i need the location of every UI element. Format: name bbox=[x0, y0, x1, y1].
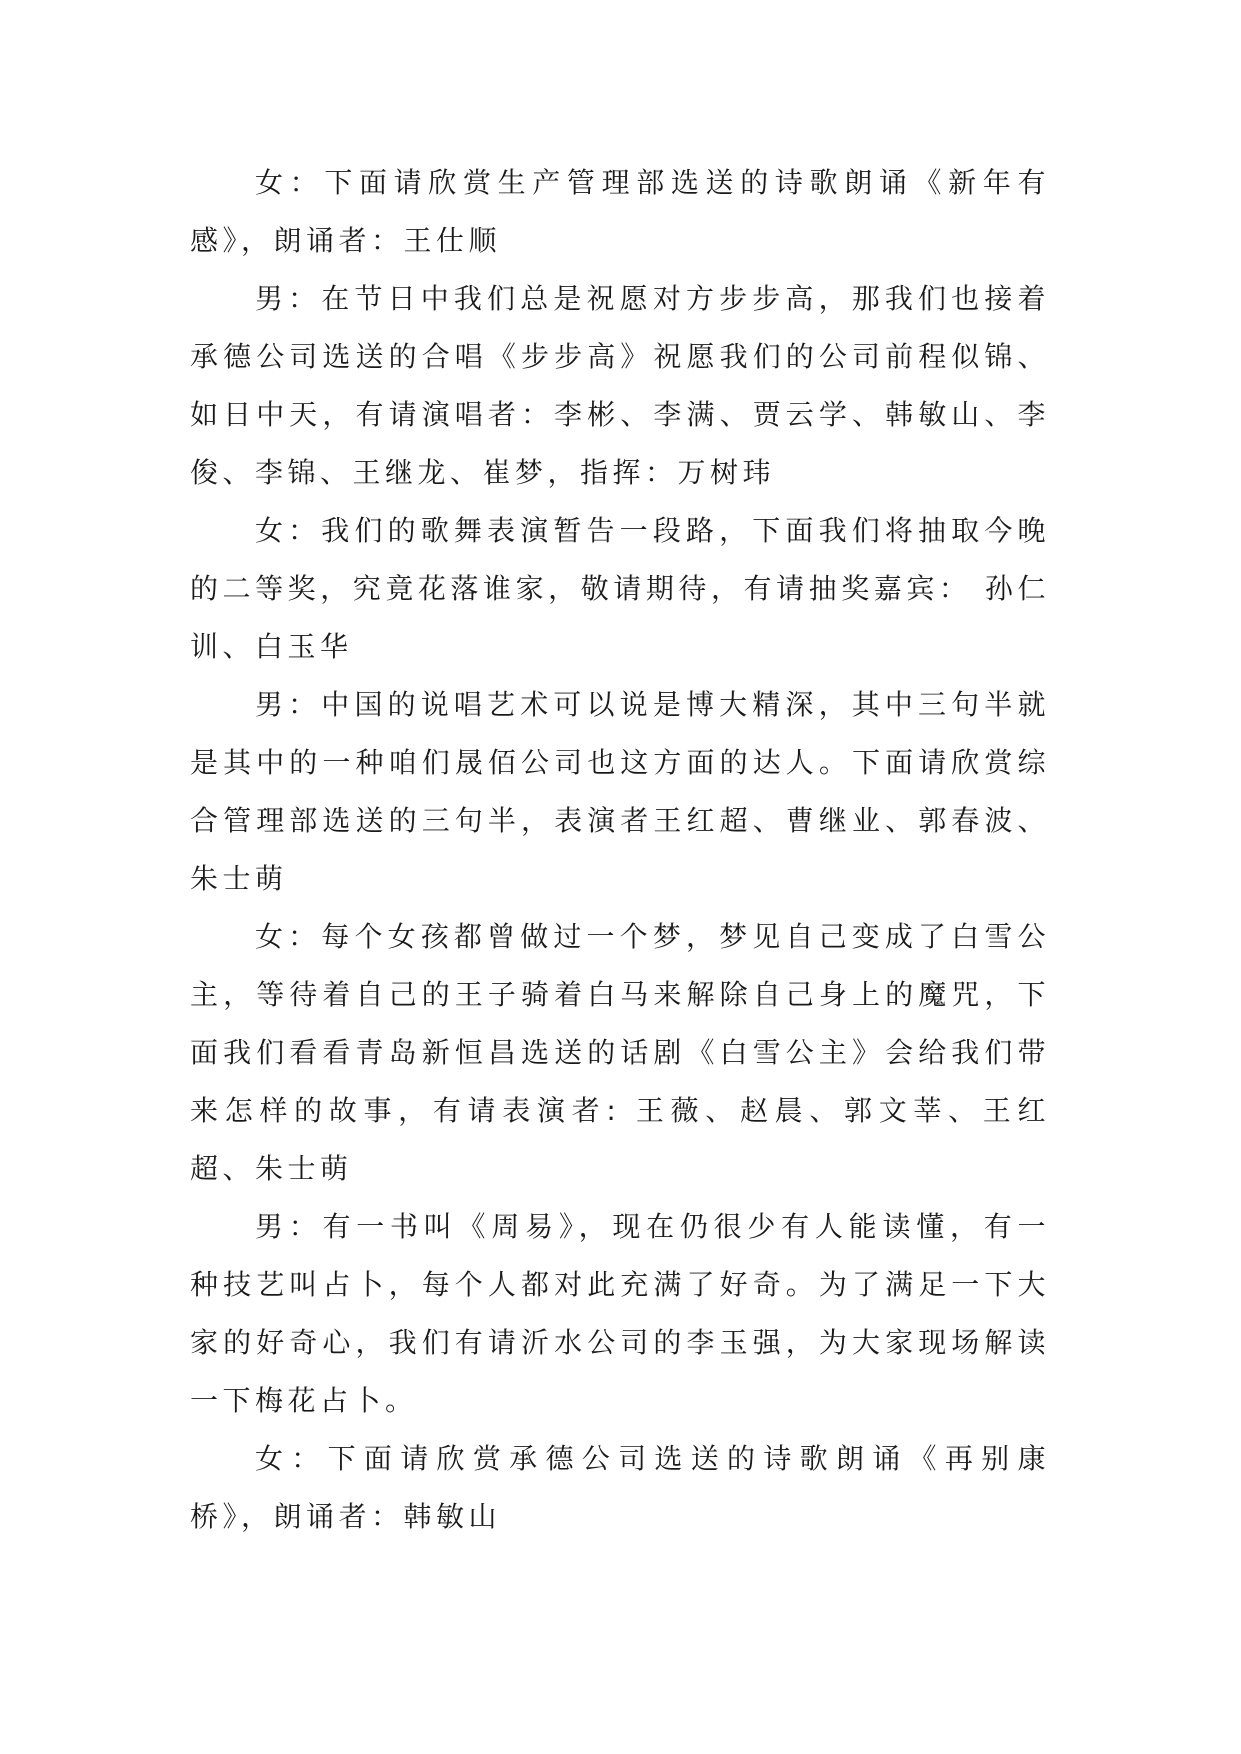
paragraph-2: 男：在节日中我们总是祝愿对方步步高，那我们也接着承德公司选送的合唱《步步高》祝愿我们的公司前程似锦、如日中天，有请演唱者：李彬、李满、贾云学、韩敏山、李俊、李锦、王继龙、崔梦，指挥：万树玮 bbox=[190, 282, 1050, 489]
paragraph-1: 女：下面请欣赏生产管理部选送的诗歌朗诵《新年有感》，朗诵者：王仕顺 bbox=[190, 166, 1050, 257]
paragraph-5: 女：每个女孩都曾做过一个梦，梦见自己变成了白雪公主，等待着自己的王子骑着白马来解除自己身上的魔咒，下面我们看看青岛新恒昌选送的话剧《白雪公主》会给我们带来怎样的故事，有请表演者: 王薇、赵晨、郭文莘、王红超、朱士萌 bbox=[190, 920, 1050, 1185]
paragraph-7: 女：下面请欣赏承德公司选送的诗歌朗诵《再别康桥》，朗诵者：韩敏山 bbox=[190, 1442, 1050, 1533]
paragraph-3: 女：我们的歌舞表演暂告一段路，下面我们将抽取今晚的二等奖，究竟花落谁家，敬请期待，有请抽奖嘉宾： 孙仁训、白玉华 bbox=[190, 514, 1050, 663]
paragraph-6: 男：有一书叫《周易》，现在仍很少有人能读懂，有一种技艺叫占卜，每个人都对此充满了好奇。为了满足一下大家的好奇心，我们有请沂水公司的李玉强，为大家现场解读一下梅花占卜。 bbox=[190, 1210, 1050, 1417]
paragraph-4: 男：中国的说唱艺术可以说是博大精深，其中三句半就是其中的一种咱们晟佰公司也这方面的达人。下面请欣赏综合管理部选送的三句半，表演者王红超、曹继业、郭春波、朱士萌 bbox=[190, 688, 1050, 895]
document-page bbox=[190, 154, 1050, 1546]
